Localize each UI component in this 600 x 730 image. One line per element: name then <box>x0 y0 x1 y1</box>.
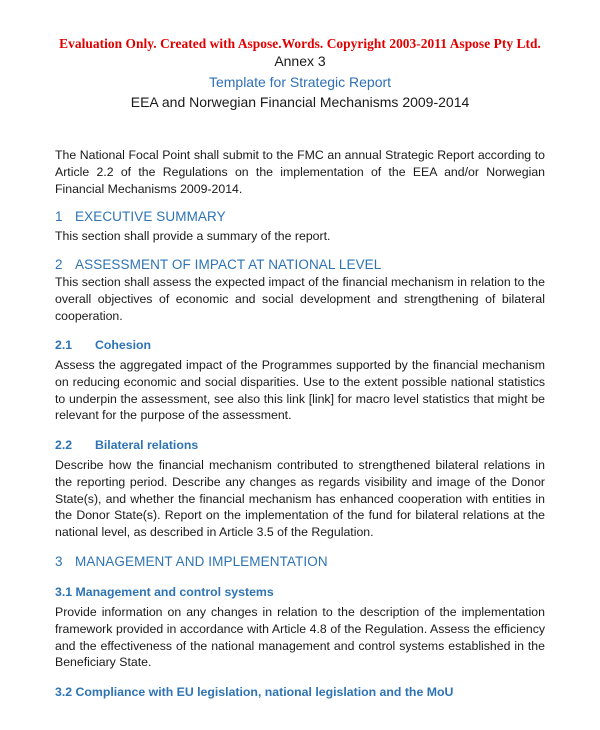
section-title: Bilateral relations <box>95 438 199 452</box>
evaluation-watermark: Evaluation Only. Created with Aspose.Words. Copyright 2003-2011 Aspose Pty Ltd. <box>59 36 541 51</box>
section-1-heading <box>55 209 226 224</box>
section-3-1-body: Provide information on any changes in relation to the description of the implementation framework provided in accordance with Article 4.8 of the Regulation. Assess the efficiency and the effectiveness of the national management and control systems established in the Beneficiary State. <box>55 605 545 670</box>
section-title: Cohesion <box>95 338 152 352</box>
section-2-1-body: Assess the aggregated impact of the Programmes supported by the financial mechanism on reducing economic and social disparities. Use to the extent possible national statistics to underpin the assessment, see also this link [link] for macro level statistics that might be relevant for the purpose of the assessment. <box>55 358 545 423</box>
section-number: 1 <box>55 209 63 224</box>
section-number: 2.2 <box>55 438 73 452</box>
section-3-1-heading: 3.1 Management and control systems <box>55 585 274 599</box>
section-2-2-heading <box>55 438 198 452</box>
section-number: 2.1 <box>55 338 73 352</box>
intro-paragraph: The National Focal Point shall submit to the FMC an annual Strategic Report according to Article 2.2 of the Regulations on the implementation of the EEA and/or Norwegian Financial Mechanisms 2009-2014. <box>55 148 545 196</box>
annex-label: Annex 3 <box>274 53 326 69</box>
section-2-1-heading <box>55 338 151 352</box>
section-3-2-heading: 3.2 Compliance with EU legislation, national legislation and the MoU <box>55 685 454 699</box>
section-2-body: This section shall assess the expected impact of the financial mechanism in relation to the overall objectives of economic and social development and strengthening of bilateral cooperation. <box>55 275 545 323</box>
section-1-body: This section shall provide a summary of the report. <box>55 229 331 243</box>
section-number: 3 <box>55 554 63 569</box>
template-title: Template for Strategic Report <box>208 74 392 90</box>
section-title: EXECUTIVE SUMMARY <box>75 209 226 224</box>
section-3-heading <box>55 554 328 569</box>
section-title: ASSESSMENT OF IMPACT AT NATIONAL LEVEL <box>75 257 382 272</box>
section-title: MANAGEMENT AND IMPLEMENTATION <box>75 554 328 569</box>
document-subtitle: EEA and Norwegian Financial Mechanisms 2009-2014 <box>130 94 470 110</box>
section-number: 2 <box>55 257 63 272</box>
section-2-heading <box>55 257 381 272</box>
section-2-2-body: Describe how the financial mechanism contributed to strengthened bilateral relations in the reporting period. Describe any changes as regards visibility and image of the Donor State(s), and whether the financial mechanism has enhanced cooperation with entities in the Donor State(s). Report on the implementation of the fund for bilateral relations at the national level, as described in Article 3.5 of the Regulation. <box>55 458 545 540</box>
